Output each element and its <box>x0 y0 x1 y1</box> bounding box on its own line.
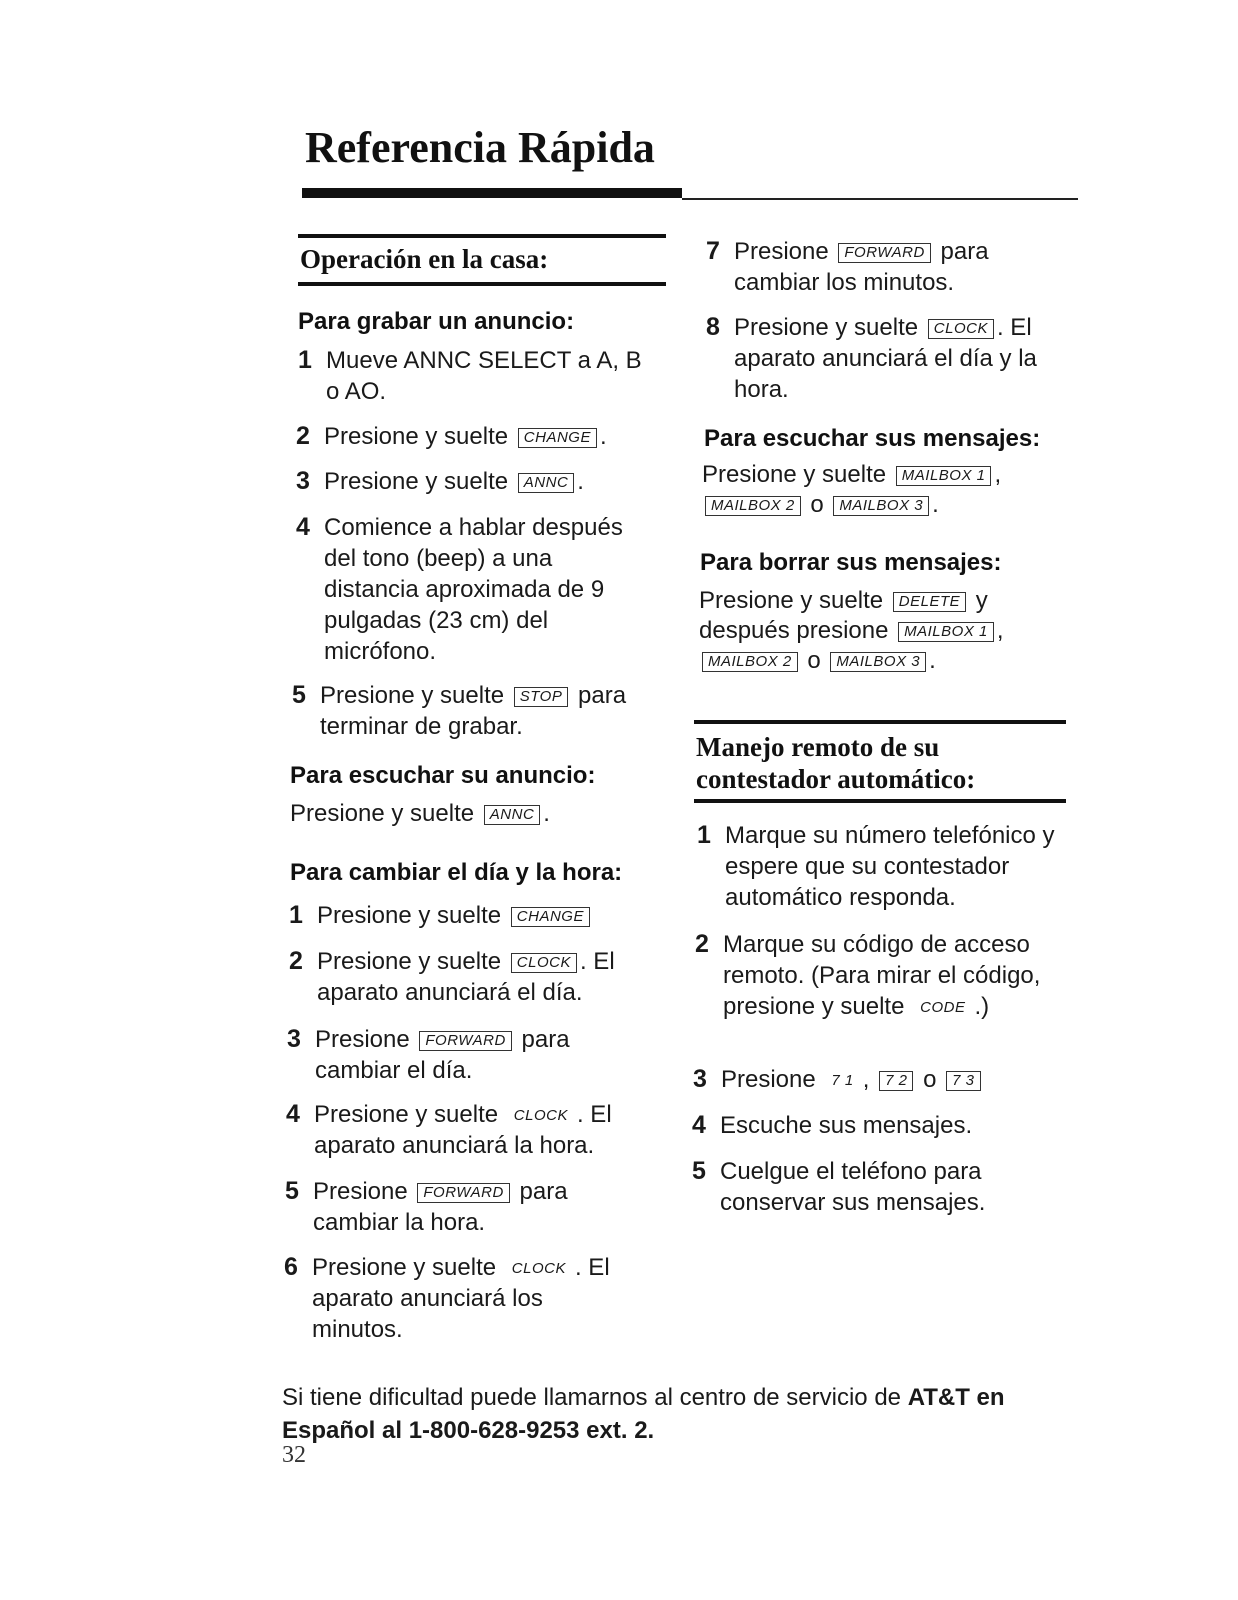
section-title-line: Manejo remoto de su <box>696 732 940 762</box>
step-text: . <box>577 468 584 495</box>
step-text: .) <box>974 993 990 1020</box>
section-title-line: contestador automático: <box>696 764 976 794</box>
list-item <box>296 466 656 497</box>
heading-listen-announcement: Para escuchar su anuncio: <box>290 762 596 789</box>
section-title-remote <box>696 731 975 795</box>
list-item <box>706 312 1076 405</box>
step-text: para cambiar la hora. <box>313 1178 568 1236</box>
step-text: para cambiar los minutos. <box>734 238 989 296</box>
step-number: 3 <box>287 1025 301 1053</box>
forward-key: FORWARD <box>419 1031 511 1051</box>
clock-key: CLOCK <box>511 1260 566 1277</box>
step-text: o <box>916 1066 944 1093</box>
mailbox-3-key: MAILBOX 3 <box>830 652 926 672</box>
list-item <box>296 421 656 452</box>
step-number: 2 <box>296 422 310 450</box>
step-text: Presione y suelte <box>314 1101 505 1128</box>
step-number: 1 <box>697 821 711 849</box>
forward-key: FORWARD <box>838 243 930 263</box>
list-item <box>292 680 662 742</box>
footer-phone: AT&T en Español al 1-800-628-9253 ext. 2. <box>282 1384 1005 1444</box>
step-text: . El aparato anunciará el día y la hora. <box>734 314 1037 403</box>
section-rule-top <box>694 720 1066 724</box>
text: y después presione <box>699 587 988 644</box>
footer-text: Si tiene dificultad puede llamarnos al centro de servicio de <box>282 1384 908 1411</box>
mailbox-2-key: MAILBOX 2 <box>702 652 798 672</box>
step-number: 1 <box>298 346 312 374</box>
mailbox-2-code: 7 2 <box>879 1071 913 1091</box>
title-rule-thin <box>682 198 1078 200</box>
step-number: 3 <box>693 1065 707 1093</box>
text: Presione y suelte <box>290 800 481 827</box>
list-item <box>693 1064 1063 1095</box>
list-item <box>706 236 1076 298</box>
heading-record-announcement: Para grabar un anuncio: <box>298 308 575 335</box>
annc-key: ANNC <box>484 805 541 825</box>
list-item <box>284 1252 654 1345</box>
list-item <box>695 929 1065 1053</box>
list-item <box>692 1156 1062 1218</box>
text: . <box>929 647 936 674</box>
text: o <box>803 491 831 518</box>
text: Presione y suelte <box>702 461 893 488</box>
mailbox-1-key: MAILBOX 1 <box>898 622 994 642</box>
list-item <box>285 1176 655 1238</box>
step-text: Presione <box>313 1178 415 1205</box>
step-number: 5 <box>285 1177 299 1205</box>
text: , <box>996 617 1004 644</box>
list-item <box>286 1099 656 1161</box>
step-number: 4 <box>692 1111 706 1139</box>
step-number: 6 <box>284 1253 298 1281</box>
text: . <box>543 800 550 827</box>
step-number: 8 <box>706 313 720 341</box>
step-text: Escuche sus mensajes. <box>720 1112 973 1139</box>
list-item <box>289 946 659 1008</box>
list-item <box>692 1110 1062 1141</box>
text: . <box>932 491 939 518</box>
step-number: 7 <box>706 237 720 265</box>
step-text: Presione y suelte <box>317 902 508 929</box>
clock-key: CLOCK <box>928 319 994 339</box>
heading-change-day-time: Para cambiar el día y la hora: <box>290 859 623 886</box>
list-item <box>298 345 658 407</box>
step-number: 4 <box>286 1100 300 1128</box>
step-number: 5 <box>292 681 306 709</box>
clock-key: CLOCK <box>513 1107 568 1124</box>
heading-listen-messages: Para escuchar sus mensajes: <box>704 425 1041 452</box>
step-text: , <box>862 1066 877 1093</box>
heading-delete-messages: Para borrar sus mensajes: <box>700 549 1002 576</box>
step-text: . <box>599 423 607 450</box>
step-text: Presione y suelte <box>324 423 515 450</box>
list-item <box>287 1024 657 1086</box>
step-text: Marque su número telefónico y espere que su contestador automático responda. <box>725 822 1055 911</box>
step-number: 4 <box>296 513 310 541</box>
section-rule-bottom <box>694 799 1066 803</box>
list-item <box>289 900 659 931</box>
footer-contact <box>282 1381 1082 1447</box>
step-number: 2 <box>695 930 709 958</box>
delete-messages-text <box>699 586 1059 676</box>
mailbox-1-code: 7 1 <box>831 1072 854 1089</box>
step-text: . El aparato anunciará la hora. <box>314 1101 612 1159</box>
listen-messages-text <box>702 460 1052 520</box>
step-text: para cambiar el día. <box>315 1026 570 1084</box>
step-text: Presione <box>734 238 836 265</box>
step-number: 5 <box>692 1157 706 1185</box>
step-text: Presione <box>315 1026 417 1053</box>
delete-key: DELETE <box>893 592 966 612</box>
mailbox-1-key: MAILBOX 1 <box>896 466 992 486</box>
step-text: Presione y suelte <box>317 948 508 975</box>
list-item <box>296 512 656 667</box>
text: , <box>994 461 1002 488</box>
change-key: CHANGE <box>511 907 590 927</box>
section-rule-top <box>298 234 666 238</box>
forward-key: FORWARD <box>417 1183 509 1203</box>
page-number: 32 <box>282 1442 306 1468</box>
code-key: CODE <box>920 999 966 1016</box>
step-number: 1 <box>289 901 303 929</box>
step-text: para terminar de grabar. <box>320 682 627 740</box>
change-key: CHANGE <box>518 428 597 448</box>
stop-key: STOP <box>514 687 569 707</box>
step-text: Presione <box>721 1066 823 1093</box>
clock-key: CLOCK <box>511 953 577 973</box>
step-text: Presione y suelte <box>320 682 511 709</box>
mailbox-2-key: MAILBOX 2 <box>705 496 801 516</box>
step-text: Marque su código de acceso remoto. (Para mirar el código, presione y suelte <box>723 931 1041 1020</box>
step-number: 3 <box>296 467 310 495</box>
text: o <box>800 647 828 674</box>
step-text: Presione y suelte <box>312 1254 503 1281</box>
step-text: Presione y suelte <box>324 468 515 495</box>
title-rule-thick <box>302 188 682 198</box>
page-title: Referencia Rápida <box>305 123 655 172</box>
step-text: Cuelgue el teléfono para conservar sus mensajes. <box>720 1158 986 1216</box>
text: Presione y suelte <box>699 587 890 614</box>
step-text: Mueve ANNC SELECT a A, B o AO. <box>326 347 642 405</box>
step-text: Presione y suelte <box>734 314 925 341</box>
step-number: 2 <box>289 947 303 975</box>
listen-announcement-text <box>290 799 660 829</box>
section-rule-bottom <box>298 282 666 286</box>
step-text: . El aparato anunciará los minutos. <box>312 1254 610 1343</box>
mailbox-3-code: 7 3 <box>946 1071 980 1091</box>
annc-key: ANNC <box>518 473 575 493</box>
step-text: . El aparato anunciará el día. <box>317 948 615 1006</box>
list-item <box>697 820 1067 913</box>
section-title-home: Operación en la casa: <box>300 244 549 274</box>
mailbox-3-key: MAILBOX 3 <box>833 496 929 516</box>
step-text: Comience a hablar después del tono (beep) a una distancia aproximada de 9 pulgadas (23 cm) del micrófono. <box>324 514 623 665</box>
